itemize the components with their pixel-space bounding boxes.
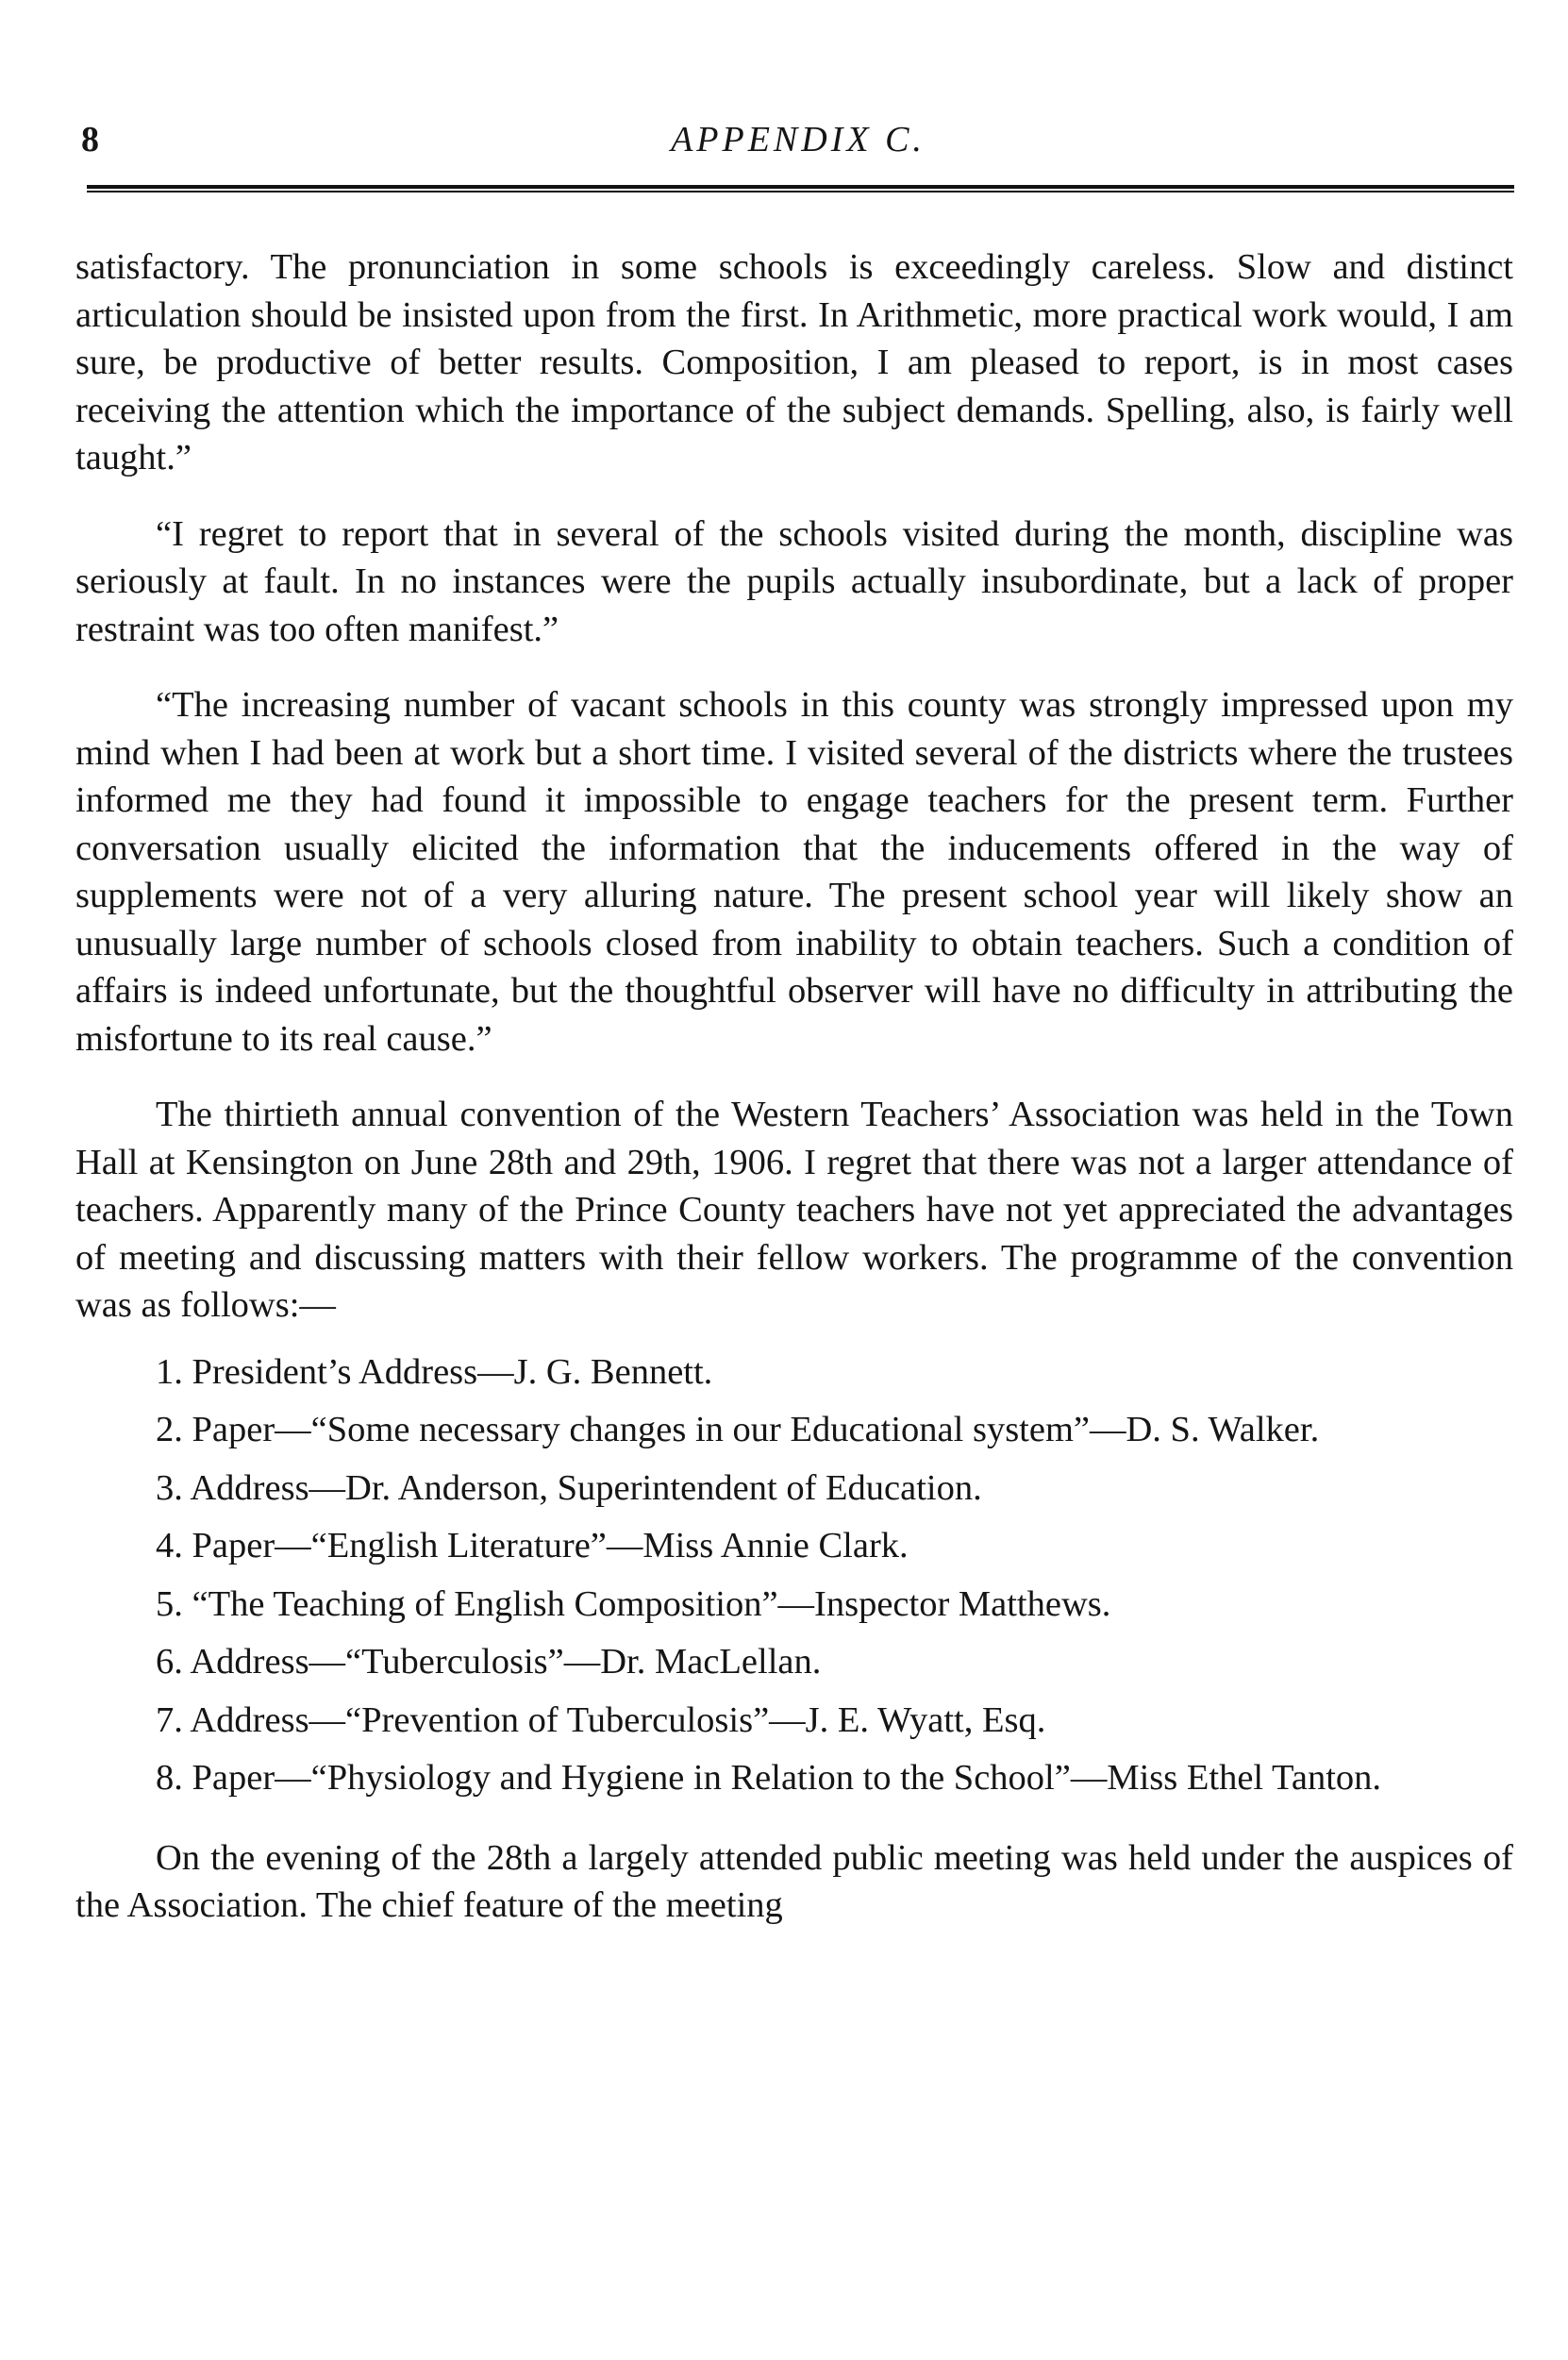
programme-item: 2. Paper—“Some necessary changes in our Educational system”—D. S. Walker. xyxy=(156,1410,1320,1449)
programme-item: 4. Paper—“English Literature”—Miss Annie Clark. xyxy=(156,1526,909,1565)
paragraph-public-meeting: On the evening of the 28th a largely attended public meeting was held under the auspices of the Association. The chief feature of the meeting xyxy=(75,1837,1513,1925)
paragraph-convention: The thirtieth annual convention of the Western Teachers’ Association was held in the Town Hall at Kensington on June 28th and 29th, 1906. I regret that there was not a larger attendance of teachers. Apparently many of the Prince County teachers have not yet appreciated the advantages of meeting and discussing matters with their fellow workers. The programme of the convention was as follows:— xyxy=(75,1095,1513,1325)
page-header xyxy=(81,111,1515,168)
programme-item: 1. President’s Address—J. G. Bennett. xyxy=(156,1351,713,1392)
programme-item: 7. Address—“Prevention of Tuberculosis”—J. E. Wyatt, Esq. xyxy=(156,1699,1046,1740)
programme-item: 5. “The Teaching of English Composition”—Inspector Matthews. xyxy=(156,1583,1111,1624)
programme-item: 3. Address—Dr. Anderson, Superintendent of Education. xyxy=(156,1467,982,1508)
paragraph-continued: satisfactory. The pronunciation in some schools is exceedingly careless. Slow and distinct articulation should be insisted upon from the first. In Arithmetic, more practical work would, I am sure, be productive of better results. Composition, I am pleased to report, is in most cases receiving the attention which the importance of the subject demands. Spelling, also, is fairly well taught.” xyxy=(75,247,1513,477)
header-rule xyxy=(87,185,1514,192)
paragraph-discipline-quote: “I regret to report that in several of the schools visited during the month, discipline was seriously at fault. In no instances were the pupils actually insubordinate, but a lack of proper restraint was too often manifest.” xyxy=(75,513,1513,649)
convention-programme-list xyxy=(75,1348,1513,1802)
programme-item: 6. Address—“Tuberculosis”—Dr. MacLellan. xyxy=(156,1642,822,1682)
running-head: APPENDIX C. xyxy=(671,120,926,159)
paragraph-vacant-schools-quote: “The increasing number of vacant schools in this county was strongly impressed upon my mind when I had been at work but a short time. I visited several of the districts where the trustees informed me they had found it impossible to engage teachers for the present term. Further conversation usually elicited the information that the inducements offered in the way of supplements were not of a very alluring nature. The present school year will likely show an unusually large number of schools closed from inability to obtain teachers. Such a condition of affairs is indeed unfortunate, but the thoughtful observer will have no difficulty in attributing the misfortune to its real cause.” xyxy=(75,685,1513,1059)
body-text xyxy=(75,243,1513,1930)
page-number: 8 xyxy=(81,120,99,159)
programme-item: 8. Paper—“Physiology and Hygiene in Relation to the School”—Miss Ethel Tanton. xyxy=(156,1758,1382,1798)
